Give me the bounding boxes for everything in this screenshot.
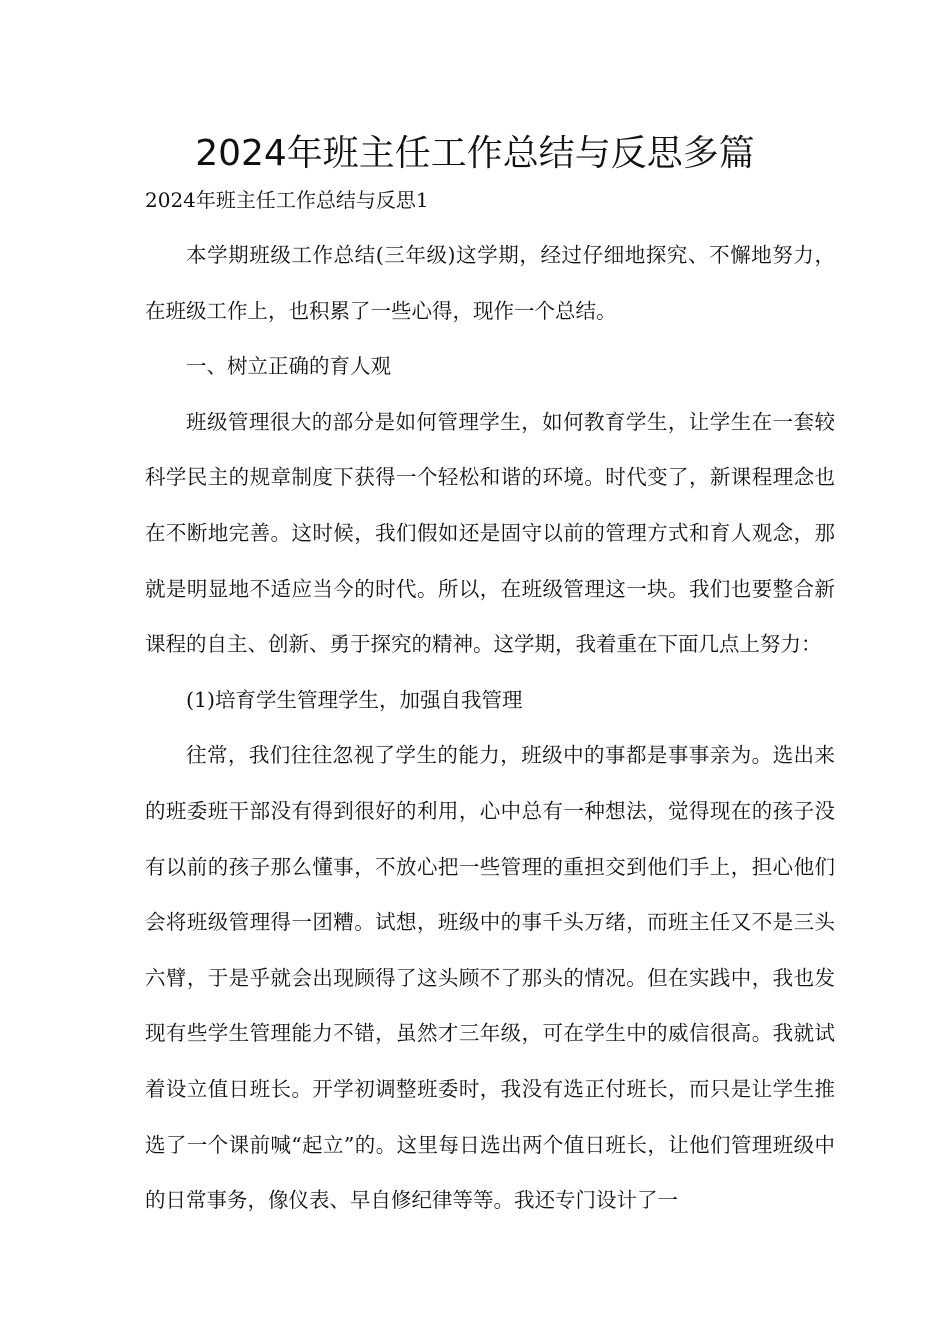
document-title: 2024年班主任工作总结与反思多篇 (195, 133, 755, 174)
paragraph-self-management: 往常，我们往往忽视了学生的能力，班级中的事都是事事亲为。选出来的班委班干部没有得到很好的利用，心中总有一种想法，觉得现在的孩子没有以前的孩子那么懂事，不放心把一些管理的重担交到他们手上，担心他们会将班级管理得一团糟。试想，班级中的事千头万绪，而班主任又不是三头六臂，于是乎就会出现顾得了这头顾不了那头的情况。但在实践中，我也发现有些学生管理能力不错，虽然才三年级，可在学生中的威信很高。我就试着设立值日班长。开学初调整班委时，我没有选正付班长，而只是让学生推选了一个课前喊“起立”的。这里每日选出两个值日班长，让他们管理班级中的日常事务，像仪表、早自修纪律等等。我还专门设计了一 (145, 743, 835, 1213)
document-subtitle: 2024年班主任工作总结与反思1 (145, 188, 429, 212)
document-body (145, 228, 835, 1229)
section-heading-1: 一、树立正确的育人观 (186, 354, 391, 379)
paragraph-intro: 本学期班级工作总结(三年级)这学期，经过仔细地探究、不懈地努力，在班级工作上，也积累了一些心得，现作一个总结。 (145, 243, 835, 323)
paragraph-management: 班级管理很大的部分是如何管理学生，如何教育学生，让学生在一套较科学民主的规章制度下获得一个轻松和谐的环境。时代变了，新课程理念也在不断地完善。这时候，我们假如还是固守以前的管理方式和育人观念，那就是明显地不适应当今的时代。所以，在班级管理这一块。我们也要整合新课程的自主、创新、勇于探究的精神。这学期，我着重在下面几点上努力： (145, 409, 835, 657)
subsection-heading-1: (1)培育学生管理学生，加强自我管理 (186, 687, 523, 712)
